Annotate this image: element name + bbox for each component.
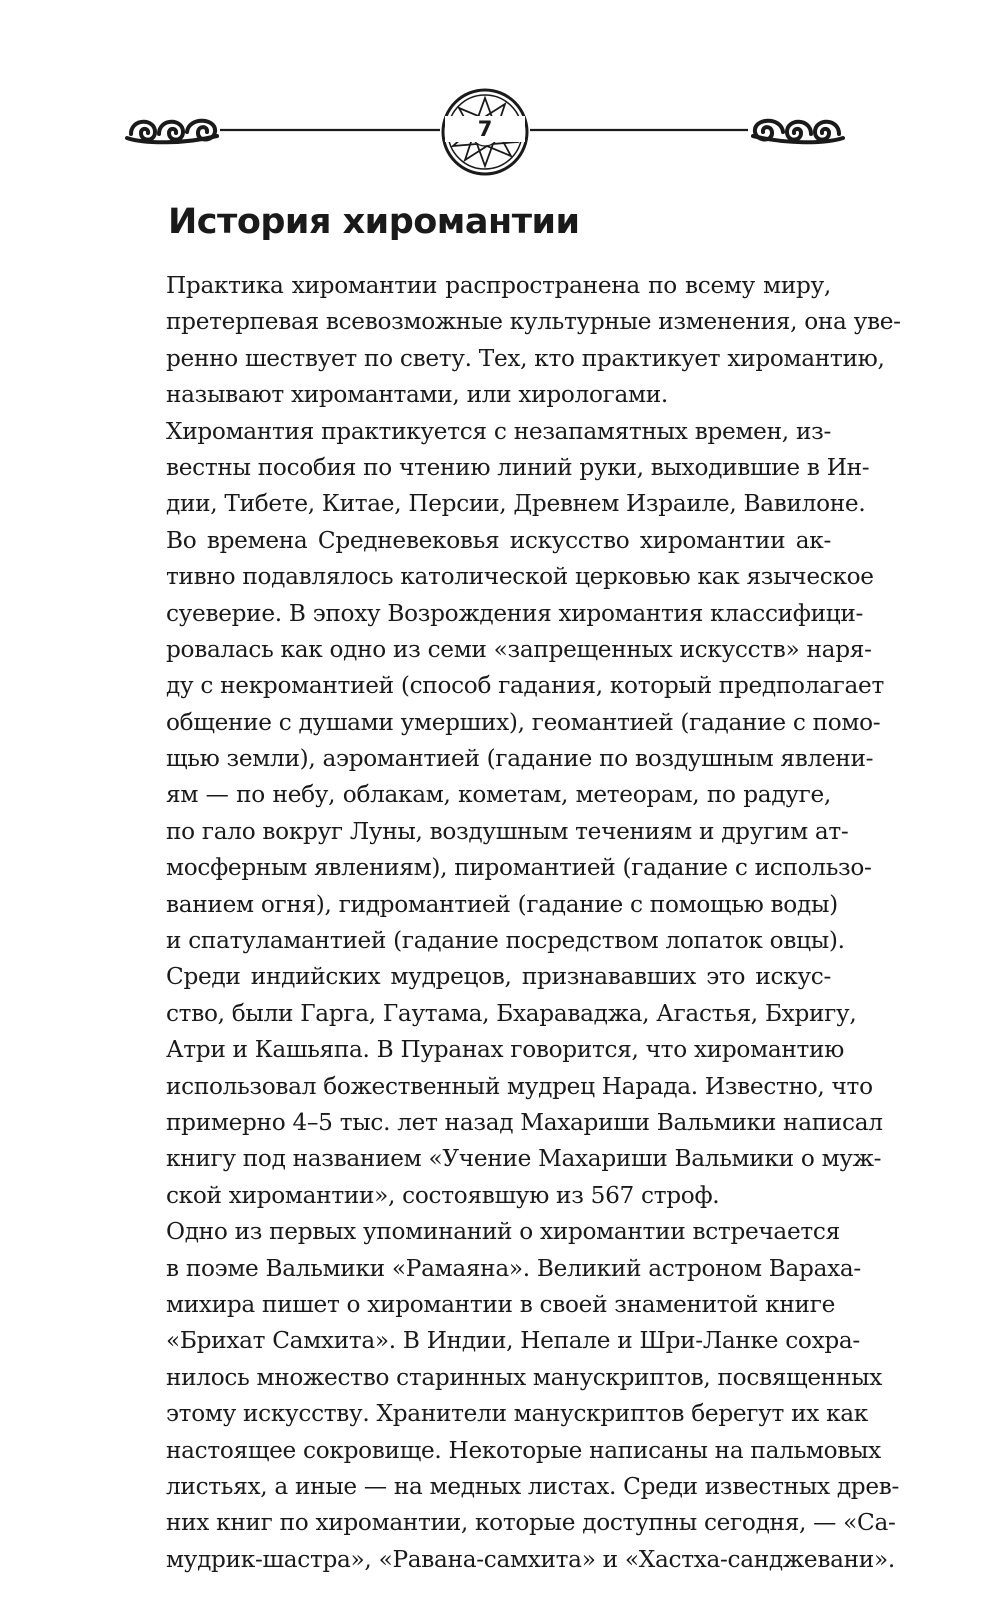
text-line: мудрик-шастра», «Равана-самхита» и «Хастха-санджевани». (166, 1545, 895, 1573)
page-header-ornament (125, 88, 845, 184)
text-line: Во времена Средневековья искусство хиромантии ак- (166, 526, 831, 554)
text-line: щью земли), аэромантией (гадание по воздушным явлени- (166, 745, 874, 773)
paragraph-5 (166, 1214, 900, 1578)
text-line: книгу под названием «Учение Махариши Вальмики о муж- (166, 1145, 882, 1173)
paragraph-4 (166, 959, 883, 1214)
paragraph-1 (166, 268, 901, 414)
page-number: 7 (445, 116, 525, 142)
text-line: называют хиромантами, или хирологами. (166, 381, 668, 409)
text-line: суеверие. В эпоху Возрождения хиромантия классифици- (166, 599, 864, 627)
text-line: тивно подавлялось католической церковью как языческое (166, 563, 874, 591)
text-line: ской хиромантии», состоявшую из 567 строф. (166, 1181, 720, 1209)
text-line: «Брихат Самхита». В Индии, Непале и Шри-Ланке сохра- (166, 1327, 860, 1355)
text-line: использовал божественный мудрец Нарада. Известно, что (166, 1072, 873, 1100)
text-line: нилось множество старинных манускриптов, посвященных (166, 1363, 883, 1391)
text-line: ду с некромантией (способ гадания, который предполагает (166, 672, 884, 700)
text-line: них книг по хиромантии, которые доступны сегодня, — «Са- (166, 1509, 896, 1537)
text-line: Практика хиромантии распространена по всему миру, (166, 272, 831, 299)
text-line: Среди индийских мудрецов, признававших это искус- (166, 963, 831, 991)
text-line: ренно шествует по свету. Тех, кто практикует хиромантию, (166, 344, 885, 372)
right-scroll-icon (753, 121, 843, 143)
decorative-ornament-icon (125, 88, 845, 184)
text-line: общение с душами умерших), геомантией (гадание с помо- (166, 708, 881, 736)
left-scroll-icon (127, 121, 217, 143)
text-line: дии, Тибете, Китае, Персии, Древнем Израиле, Вавилоне. (166, 490, 866, 518)
text-line: и спатуламантией (гадание посредством лопаток овцы). (166, 927, 845, 955)
text-line: ство, были Гарга, Гаутама, Бхараваджа, Агастья, Бхригу, (166, 999, 857, 1027)
paragraph-2 (166, 414, 870, 523)
text-line: этому искусству. Хранители манускриптов берегут их как (166, 1400, 868, 1428)
text-line: ванием огня), гидромантией (гадание с помощью воды) (166, 890, 838, 918)
text-line: Хиромантия практикуется с незапамятных времен, из- (166, 417, 831, 445)
text-line: по гало вокруг Луны, воздушным течениям и другим ат- (166, 817, 849, 845)
text-line: михира пишет о хиромантии в своей знаменитой книге (166, 1290, 835, 1318)
page-number-medallion-icon (443, 90, 527, 174)
paragraph-3 (166, 523, 884, 960)
body-text (166, 268, 901, 1578)
chapter-title: История хиромантии (168, 202, 580, 242)
text-line: ровалась как одно из семи «запрещенных искусств» наря- (166, 635, 872, 663)
text-line: претерпевая всевозможные культурные изменения, она уве- (166, 308, 901, 336)
text-line: ям — по небу, облакам, кометам, метеорам, по радуге, (166, 781, 831, 809)
text-line: листьях, а иные — на медных листах. Среди известных древ- (166, 1472, 900, 1500)
text-line: в поэме Вальмики «Рамаяна». Великий астроном Вараха- (166, 1254, 861, 1282)
text-line: Атри и Кашьяпа. В Пуранах говорится, что хиромантию (166, 1036, 845, 1064)
text-line: мосферным явлениям), пиромантией (гадание с использо- (166, 854, 872, 882)
text-line: вестны пособия по чтению линий руки, выходившие в Ин- (166, 453, 870, 481)
text-line: Одно из первых упоминаний о хиромантии встречается (166, 1218, 840, 1246)
text-line: настоящее сокровище. Некоторые написаны на пальмовых (166, 1436, 881, 1464)
text-line: примерно 4–5 тыс. лет назад Махариши Вальмики написал (166, 1108, 883, 1136)
